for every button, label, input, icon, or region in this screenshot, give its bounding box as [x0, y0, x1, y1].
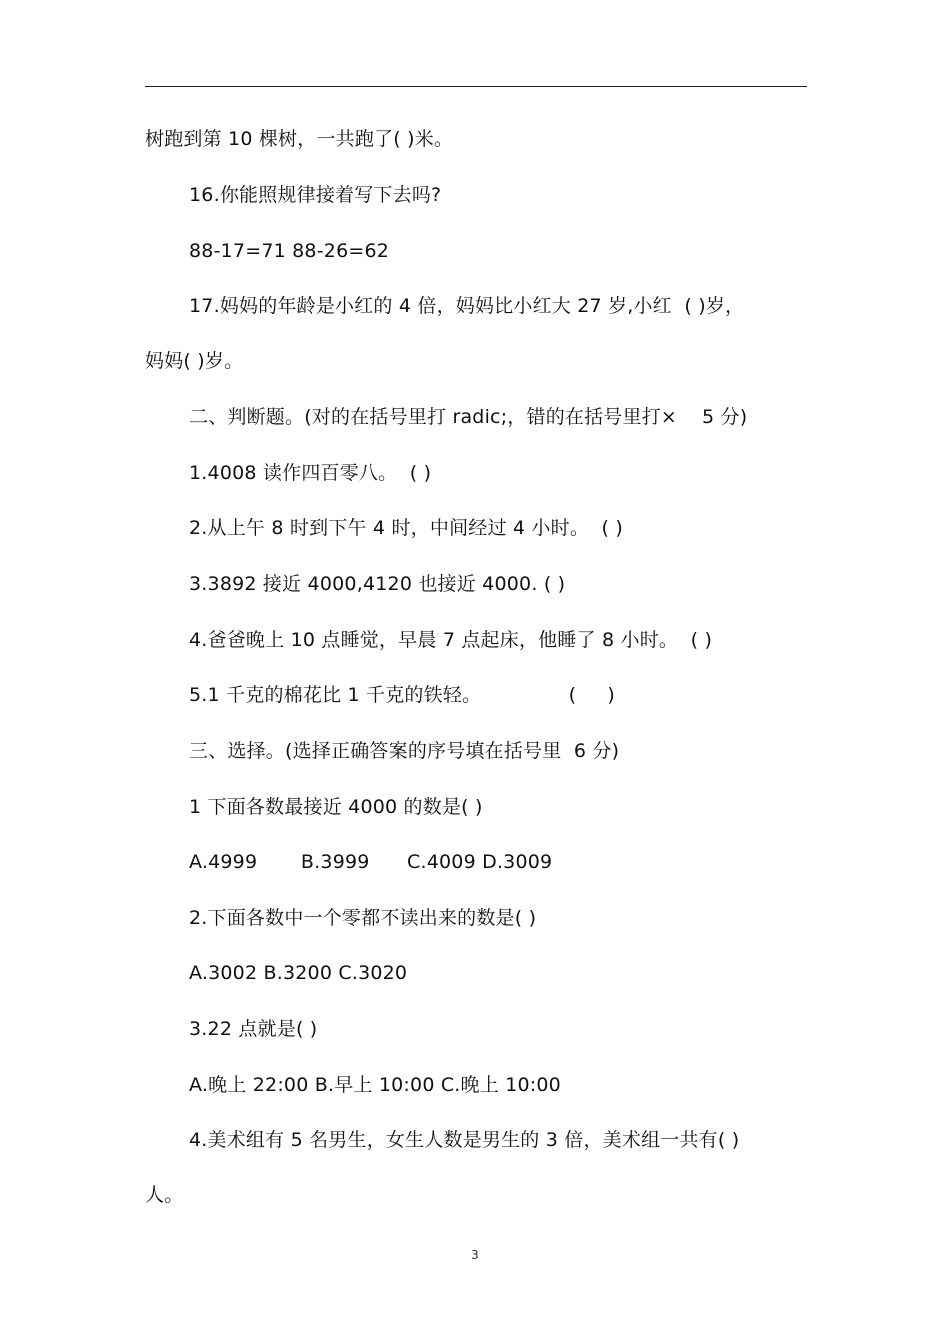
choice-options-1: A.4999 B.3999 C.4009 D.3009	[189, 851, 553, 873]
choice-options-2: A.3002 B.3200 C.3020	[189, 962, 408, 984]
choice-question-3: 3.22 点就是( )	[189, 1018, 318, 1040]
page-number: 3	[471, 1248, 479, 1262]
judgment-item-1: 1.4008 读作四百零八。 ( )	[189, 462, 432, 484]
text-line: 88-17=71 88-26=62	[189, 240, 390, 262]
judgment-item-2: 2.从上午 8 时到下午 4 时，中间经过 4 小时。 ( )	[189, 517, 623, 539]
question-17: 17.妈妈的年龄是小红的 4 倍，妈妈比小红大 27 岁,小红 ( )岁，	[189, 295, 745, 317]
judgment-item-5: 5.1 千克的棉花比 1 千克的铁轻。 ( )	[189, 684, 616, 706]
judgment-item-3: 3.3892 接近 4000,4120 也接近 4000. ( )	[189, 573, 566, 595]
text-line: 妈妈( )岁。	[145, 350, 244, 372]
choice-question-2: 2.下面各数中一个零都不读出来的数是( )	[189, 907, 537, 929]
section-heading-judgment: 二、判断题。(对的在括号里打 radic;，错的在括号里打× 5 分)	[189, 406, 748, 428]
judgment-item-4: 4.爸爸晚上 10 点睡觉，早晨 7 点起床，他睡了 8 小时。 ( )	[189, 629, 713, 651]
header-rule	[145, 86, 807, 87]
question-16: 16.你能照规律接着写下去吗?	[189, 184, 442, 206]
text-line: 人。	[145, 1184, 184, 1206]
section-heading-choice: 三、选择。(选择正确答案的序号填在括号里 6 分)	[189, 740, 620, 762]
text-line: 树跑到第 10 棵树，一共跑了( )米。	[145, 128, 454, 150]
choice-options-3: A.晚上 22:00 B.早上 10:00 C.晚上 10:00	[189, 1074, 561, 1096]
choice-question-1: 1 下面各数最接近 4000 的数是( )	[189, 796, 483, 818]
choice-question-4: 4.美术组有 5 名男生，女生人数是男生的 3 倍，美术组一共有( )	[189, 1129, 740, 1151]
